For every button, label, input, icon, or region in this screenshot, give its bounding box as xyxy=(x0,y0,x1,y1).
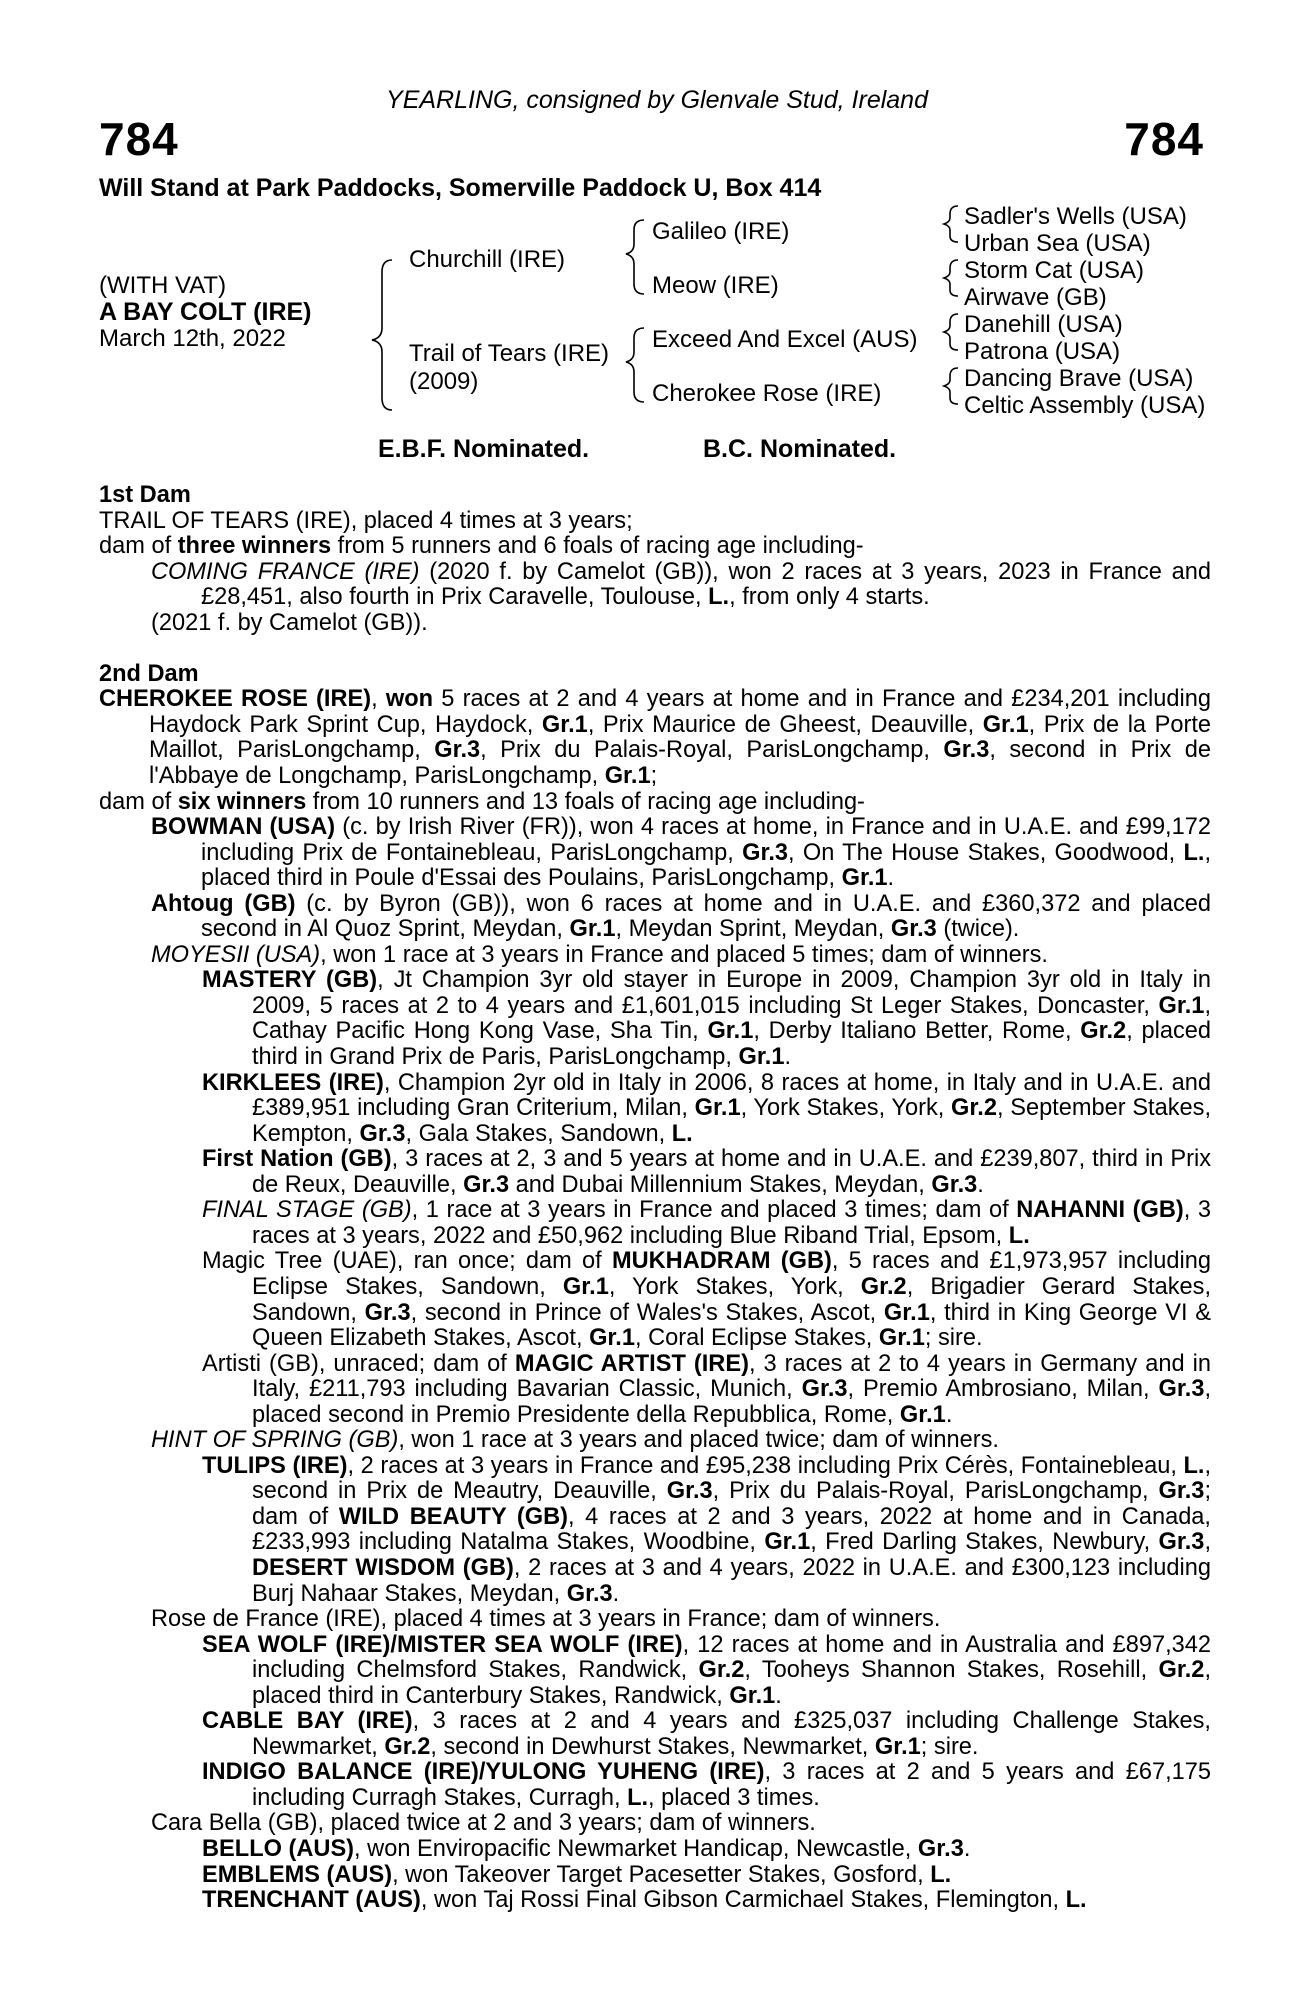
ancestor-1: Sadler's Wells (USA) xyxy=(964,203,1187,230)
progeny-emblems: EMBLEMS (AUS), won Takeover Target Pacesetter Stakes, Gosford, L. xyxy=(202,1861,952,1888)
lot-number-left: 784 xyxy=(99,113,179,165)
progeny-first-nation: First Nation (GB), 3 races at 2, 3 and 5 years at home and in U.A.E. and £239,807, third in Prix de Reux, Deauville, Gr.3 and Dubai Millennium Stakes, Meydan, Gr.3. xyxy=(202,1146,1212,1198)
ancestor-4: Airwave (GB) xyxy=(964,284,1107,311)
progeny-trenchant: TRENCHANT (AUS), won Taj Rossi Final Gibson Carmichael Stakes, Flemington, L. xyxy=(202,1887,1087,1914)
first-dam-record: dam of three winners from 5 runners and 6 foals of racing age including- xyxy=(99,533,864,560)
progeny-sea-wolf: SEA WOLF (IRE)/MISTER SEA WOLF (IRE), 12 races at home and in Australia and £897,342 including Chelmsford Stakes, Randwick, Gr.2, Tooheys Shannon Stakes, Rosehill, Gr.2, placed third in Canterbury Stakes, Randwick, Gr.1. xyxy=(202,1631,1211,1709)
progeny-cara-bella: Cara Bella (GB), placed twice at 2 and 3 years; dam of winners. xyxy=(151,1810,816,1837)
brace-g3 xyxy=(944,314,958,350)
brace-sire xyxy=(626,220,644,294)
dam-name: Trail of Tears (IRE) xyxy=(409,340,610,367)
lot-number-right: 784 xyxy=(1124,113,1204,165)
progeny-moyesii: MOYESII (USA), won 1 race at 3 years in France and placed 5 times; dam of winners. xyxy=(151,941,1048,968)
dam-year: (2009) xyxy=(409,368,479,395)
sire-sire: Galileo (IRE) xyxy=(652,218,790,245)
brace-dam xyxy=(626,328,644,402)
stand-location: Will Stand at Park Paddocks, Somerville Paddock U, Box 414 xyxy=(99,174,822,202)
progeny-mastery: MASTERY (GB), Jt Champion 3yr old stayer in Europe in 2009, Champion 3yr old in Italy in 2009, 5 races at 2 to 4 years and £1,601,015 including St Leger Stakes, Doncaster, Gr.1, Cathay Pacific Hong Kong Vase, Sha Tin, Gr.1, Derby Italiano Better, Rome, Gr.2, placed third in Grand Prix de Paris, ParisLongchamp, Gr.1. xyxy=(202,967,1211,1071)
progeny-magic-tree: Magic Tree (UAE), ran once; dam of MUKHADRAM (GB), 5 races and £1,973,957 including Eclipse Stakes, Sandown, Gr.1, York Stakes, York, Gr.2, Brigadier Gerard Stakes, Sandown, Gr.3, second in Prince of Wales's Stakes, Ascot, Gr.1, third in King George VI & Queen Elizabeth Stakes, Ascot, Gr.1, Coral Eclipse Stakes, Gr.1; sire. xyxy=(202,1248,1211,1352)
progeny-hint-of-spring: HINT OF SPRING (GB), won 1 race at 3 years and placed twice; dam of winners. xyxy=(151,1427,999,1454)
progeny-2021-filly: (2021 f. by Camelot (GB)). xyxy=(151,609,428,636)
bc-nominated: B.C. Nominated. xyxy=(703,435,897,463)
pedigree-notes xyxy=(99,483,1211,1914)
progeny-indigo-balance: INDIGO BALANCE (IRE)/YULONG YUHENG (IRE), 3 races at 2 and 5 years and £67,175 including Curragh Stakes, Curragh, L., placed 3 times. xyxy=(202,1759,1211,1811)
ancestor-5: Danehill (USA) xyxy=(964,311,1123,338)
progeny-artisti: Artisti (GB), unraced; dam of MAGIC ARTIST (IRE), 3 races at 2 to 4 years in Germany and in Italy, £211,793 including Bavarian Classic, Munich, Gr.3, Premio Ambrosiano, Milan, Gr.3, placed second in Premio Presidente della Repubblica, Rome, Gr.1. xyxy=(202,1350,1212,1428)
sire-name: Churchill (IRE) xyxy=(409,246,566,273)
vat-note: (WITH VAT) xyxy=(99,272,227,299)
progeny-bello: BELLO (AUS), won Enviropacific Newmarket Handicap, Newcastle, Gr.3. xyxy=(202,1835,971,1862)
dam-dam: Cherokee Rose (IRE) xyxy=(652,380,882,407)
second-dam-heading: 2nd Dam xyxy=(99,660,199,687)
first-dam-heading: 1st Dam xyxy=(99,482,191,508)
ancestor-6: Patrona (USA) xyxy=(964,338,1121,365)
ancestor-8: Celtic Assembly (USA) xyxy=(964,392,1206,419)
brace-g2 xyxy=(944,260,958,296)
brace-main xyxy=(372,260,392,410)
progeny-cable-bay: CABLE BAY (IRE), 3 races at 2 and 4 years and £325,037 including Challenge Stakes, Newmarket, Gr.2, second in Dewhurst Stakes, Newmarket, Gr.1; sire. xyxy=(202,1708,1211,1760)
second-dam-cherokee-rose: CHEROKEE ROSE (IRE), won 5 races at 2 and 4 years at home and in France and £234,201 including Haydock Park Sprint Cup, Haydock, Gr.1, Prix Maurice de Gheest, Deauville, Gr.1, Prix de la Porte Maillot, ParisLongchamp, Gr.3, Prix du Palais-Royal, ParisLongchamp, Gr.3, second in Prix de l'Abbaye de Longchamp, ParisLongchamp, Gr.1; xyxy=(99,686,1211,790)
progeny-tulips: TULIPS (IRE), 2 races at 3 years in France and £95,238 including Prix Cérès, Fontainebleau, L., second in Prix de Meautry, Deauville, Gr.3, Prix du Palais-Royal, ParisLongchamp, Gr.3; dam of WILD BEAUTY (GB), 4 races at 2 and 3 years, 2022 at home and in Canada, £233,993 including Natalma Stakes, Woodbine, Gr.1, Fred Darling Stakes, Newbury, Gr.3, DESERT WISDOM (GB), 2 races at 3 and 4 years, 2022 in U.A.E. and £300,123 including Burj Nahaar Stakes, Meydan, Gr.3. xyxy=(202,1452,1211,1607)
sire-dam: Meow (IRE) xyxy=(652,272,779,299)
progeny-rose-de-france: Rose de France (IRE), placed 4 times at 3 years in France; dam of winners. xyxy=(151,1606,941,1633)
progeny-final-stage: FINAL STAGE (GB), 1 race at 3 years in France and placed 3 times; dam of NAHANNI (GB), 3 races at 3 years, 2022 and £50,962 including Blue Riband Trial, Epsom, L. xyxy=(202,1197,1211,1249)
ancestor-2: Urban Sea (USA) xyxy=(964,230,1151,257)
consignment-line: YEARLING, consigned by Glenvale Stud, Ireland xyxy=(386,86,928,114)
first-dam-line: TRAIL OF TEARS (IRE), placed 4 times at 3 years; xyxy=(99,507,633,534)
progeny-bowman: BOWMAN (USA) (c. by Irish River (FR)), won 4 races at home, in France and in U.A.E. and £99,172 including Prix de Fontainebleau, ParisLongchamp, Gr.3, On The House Stakes, Goodwood, L., placed third in Poule d'Essai des Poulains, ParisLongchamp, Gr.1. xyxy=(151,814,1212,892)
ancestor-7: Dancing Brave (USA) xyxy=(964,365,1194,392)
progeny-ahtoug: Ahtoug (GB) (c. by Byron (GB)), won 6 races at home and in U.A.E. and £360,372 and placed second in Al Quoz Sprint, Meydan, Gr.1, Meydan Sprint, Meydan, Gr.3 (twice). xyxy=(151,890,1211,943)
second-dam-record: dam of six winners from 10 runners and 13 foals of racing age including- xyxy=(99,788,865,815)
dam-sire: Exceed And Excel (AUS) xyxy=(652,326,918,353)
progeny-coming-france: COMING FRANCE (IRE) (2020 f. by Camelot (GB)), won 2 races at 3 years, 2023 in France and £28,451, also fourth in Prix Caravelle, Toulouse, L., from only 4 starts. xyxy=(151,558,1212,611)
foaling-date: March 12th, 2022 xyxy=(99,325,286,352)
ancestor-3: Storm Cat (USA) xyxy=(964,257,1145,284)
progeny-kirklees: KIRKLEES (IRE), Champion 2yr old in Italy in 2006, 8 races at home, in Italy and in U.A.E. and £389,951 including Gran Criterium, Milan, Gr.1, York Stakes, York, Gr.2, September Stakes, Kempton, Gr.3, Gala Stakes, Sandown, L. xyxy=(202,1069,1212,1147)
brace-g1 xyxy=(944,206,958,242)
horse-name: A BAY COLT (IRE) xyxy=(99,298,312,326)
brace-g4 xyxy=(944,368,958,404)
ebf-nominated: E.B.F. Nominated. xyxy=(378,435,590,463)
